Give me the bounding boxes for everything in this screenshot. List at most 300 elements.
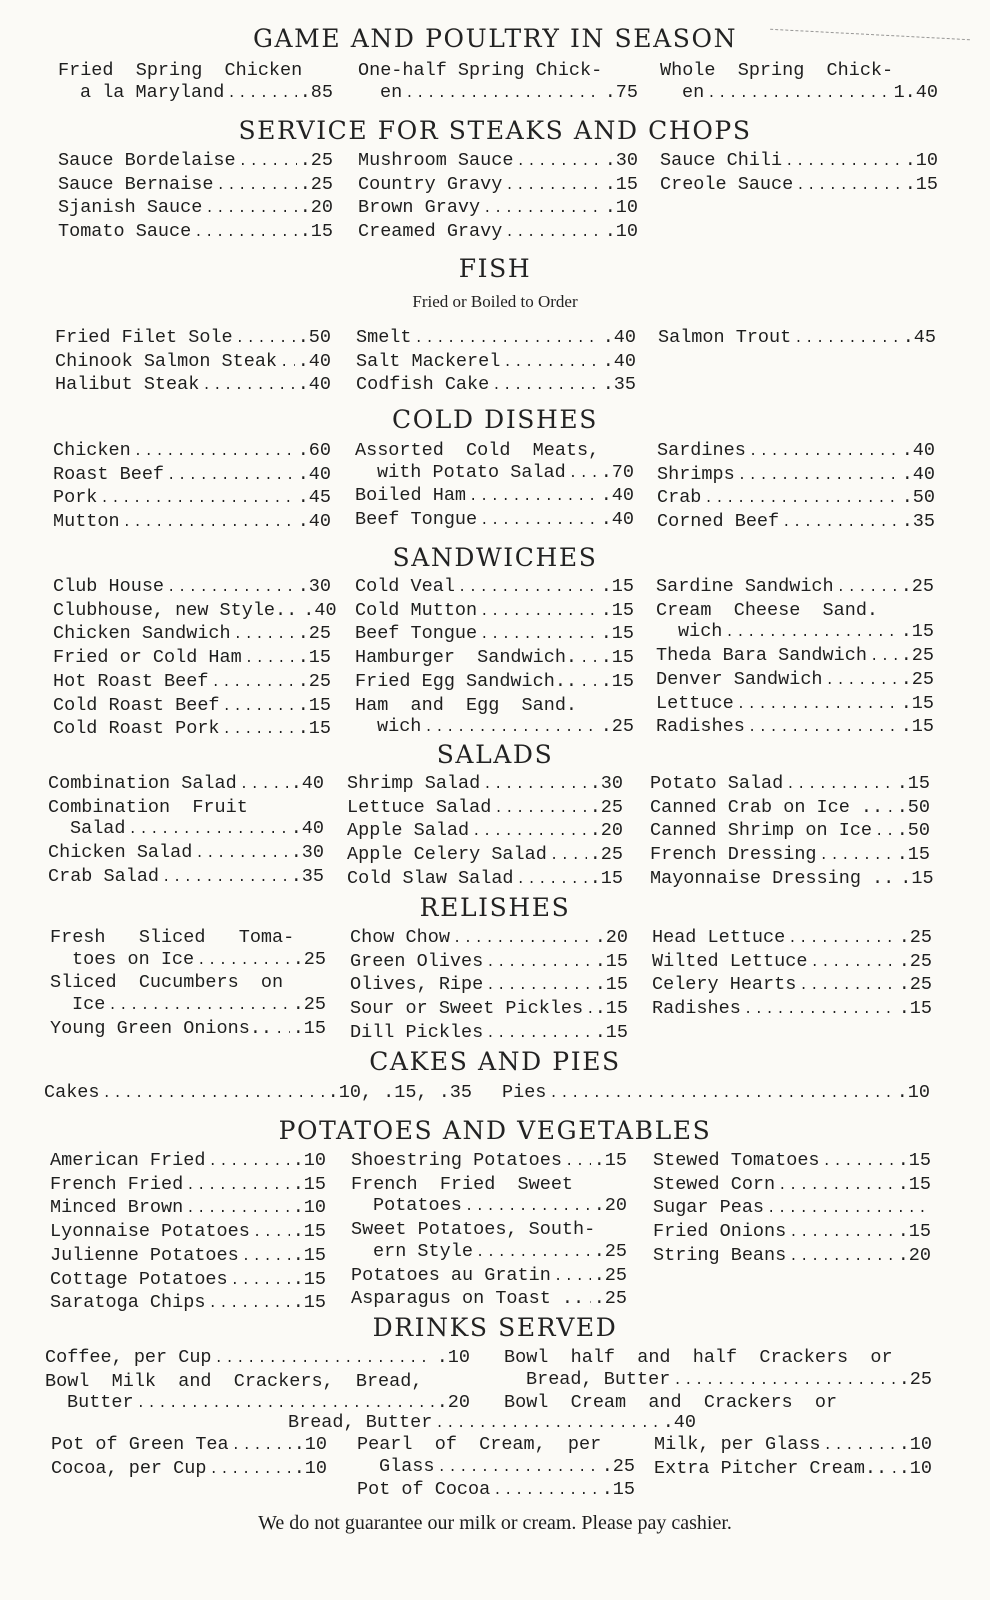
menu-item-price: .40 <box>297 350 331 372</box>
menu-item <box>50 1245 326 1269</box>
menu-item-price: .25 <box>593 1264 627 1286</box>
menu-item-price: .25 <box>593 1288 627 1310</box>
menu-item-price: .40 <box>602 350 636 372</box>
menu-item <box>355 716 634 740</box>
menu-item-price: .40 <box>290 773 324 794</box>
leader-dots <box>886 797 894 821</box>
leader-dots <box>749 440 899 464</box>
menu-column <box>50 1150 326 1316</box>
menu-item-price: .20 <box>589 820 623 842</box>
menu-item <box>347 844 623 868</box>
menu-item-name: Radishes <box>656 716 745 738</box>
leader-dots <box>704 487 898 511</box>
menu-item <box>50 949 326 973</box>
menu-item-name: wich <box>377 716 422 738</box>
menu-item-price: .45 <box>297 487 331 509</box>
menu-item-price: .15 <box>896 773 930 794</box>
menu-item-price: .40 <box>290 818 324 840</box>
menu-item <box>50 1221 326 1245</box>
menu-item-name: Mutton <box>53 511 120 533</box>
leader-dots <box>580 671 598 695</box>
menu-item-name: Pot of Green Tea <box>51 1434 229 1455</box>
menu-item-price: .25 <box>900 576 934 597</box>
leader-dots <box>875 820 894 844</box>
leader-dots <box>100 487 294 511</box>
leader-dots <box>280 351 295 375</box>
menu-item-name: Potato Salad <box>650 773 784 794</box>
menu-item-name: String Beans <box>653 1244 787 1266</box>
menu-item-name: Club House <box>53 576 165 597</box>
menu-column <box>658 327 936 351</box>
leader-dots <box>480 623 598 647</box>
menu-item <box>45 1347 470 1371</box>
menu-item-price: .25 <box>900 645 934 667</box>
section-title-game: GAME AND POULTRY IN SEASON <box>252 24 738 53</box>
menu-item-name: Salt Mackerel <box>356 350 501 372</box>
menu-column <box>50 927 326 1042</box>
menu-item <box>58 150 333 174</box>
menu-item <box>355 440 634 462</box>
menu-item-name: Canned Crab on Ice .. <box>650 796 884 818</box>
menu-item-name: Sauce Bordelaise <box>58 150 236 171</box>
leader-dots <box>240 773 288 797</box>
leader-dots <box>103 1082 325 1106</box>
menu-item <box>53 599 337 624</box>
menu-item-name: Head Lettuce <box>652 927 786 948</box>
leader-dots <box>738 464 899 488</box>
leader-dots <box>824 1434 896 1458</box>
menu-item-price: .15 <box>594 950 628 972</box>
menu-item-name: Bread, Butter <box>288 1412 433 1433</box>
menu-item-name: Fried Onions <box>653 1221 787 1243</box>
menu-item-price: .15 <box>297 694 331 716</box>
leader-dots <box>837 576 898 600</box>
menu-item <box>355 576 634 600</box>
menu-item-name: Chicken Sandwich <box>53 623 231 645</box>
menu-item-price: .35 <box>290 865 324 887</box>
menu-item-name: Shrimp Salad <box>347 773 481 794</box>
menu-item-price: .25 <box>900 668 934 690</box>
menu-item <box>650 773 930 797</box>
menu-item <box>50 1174 326 1198</box>
leader-dots <box>480 600 598 624</box>
menu-item <box>358 221 638 245</box>
menu-item-price: .40 <box>297 463 331 485</box>
menu-item-name: en <box>682 81 705 103</box>
menu-item-name: Ham and Egg Sand. <box>355 694 578 716</box>
menu-item-price: .15 <box>900 621 934 643</box>
section-title-sandwiches: SANDWICHES <box>392 543 598 572</box>
leader-dots <box>810 951 895 975</box>
menu-item-price: .70 <box>600 461 634 483</box>
section-title-cakes: CAKES AND PIES <box>369 1047 621 1076</box>
menu-item-price: .25 <box>292 994 326 1016</box>
menu-item-price: .15 <box>900 867 934 889</box>
leader-dots <box>748 716 898 740</box>
leader-dots <box>483 773 586 797</box>
menu-item <box>53 487 331 511</box>
menu-item-name: Mushroom Sauce <box>358 150 514 171</box>
menu-item <box>347 820 623 844</box>
menu-column <box>53 576 337 742</box>
menu-item <box>355 647 634 671</box>
menu-item <box>358 82 638 106</box>
leader-dots <box>565 1150 591 1174</box>
leader-dots <box>424 716 597 740</box>
menu-item <box>657 440 935 464</box>
menu-item-name: Cold Slaw Salad <box>347 867 514 889</box>
leader-dots <box>549 1082 893 1106</box>
menu-item-price: .15 <box>594 1021 628 1043</box>
section-title-salads: SALADS <box>436 740 554 769</box>
menu-item-name: Sugar Peas <box>653 1197 765 1219</box>
menu-item-name: Tomato Sauce <box>58 221 192 243</box>
menu-item-name: Stewed Corn <box>653 1173 776 1195</box>
menu-column <box>53 440 331 535</box>
menu-item <box>350 974 628 998</box>
menu-item <box>356 351 636 375</box>
menu-item-price: .40 <box>600 485 634 507</box>
leader-dots <box>486 1022 591 1046</box>
leader-dots <box>458 576 598 600</box>
leader-dots <box>569 462 598 486</box>
menu-item-name: Brown Gravy <box>358 197 481 219</box>
menu-item <box>50 994 326 1018</box>
menu-item-name: Sweet Potatoes, South- <box>351 1219 596 1241</box>
menu-item-name: Cottage Potatoes <box>50 1268 228 1290</box>
menu-item-name: Potatoes <box>373 1195 462 1217</box>
menu-column <box>351 1150 627 1312</box>
menu-item <box>53 440 331 464</box>
menu-item-name: Sauce Bernaise <box>58 173 214 195</box>
menu-item <box>657 511 935 535</box>
menu-item-price: .15 <box>897 1150 931 1171</box>
menu-item-price: .40 <box>602 327 636 348</box>
menu-item-name: Lettuce Salad <box>347 796 492 818</box>
leader-dots <box>232 1434 291 1458</box>
menu-item <box>355 600 634 624</box>
menu-item <box>656 600 934 622</box>
menu-item-price: .15 <box>896 844 930 866</box>
leader-dots <box>503 351 599 375</box>
leader-dots <box>234 623 295 647</box>
leader-dots <box>516 150 601 174</box>
menu-item-name: Crab <box>657 487 702 509</box>
menu-item <box>358 174 638 198</box>
menu-item <box>347 797 623 821</box>
menu-item-name: Ice <box>72 994 106 1016</box>
menu-column <box>355 576 634 740</box>
menu-item-price: .20 <box>897 1244 931 1266</box>
section-title-relishes: RELISHES <box>419 893 571 922</box>
menu-item-name: Sardine Sandwich <box>656 576 834 597</box>
menu-item <box>355 462 634 486</box>
menu-item-price: .15 <box>600 647 634 669</box>
menu-item <box>48 818 324 842</box>
menu-item-name: Glass <box>379 1455 435 1477</box>
leader-dots <box>129 818 288 842</box>
leader-dots <box>253 1221 290 1245</box>
menu-column <box>44 1082 472 1106</box>
menu-item <box>53 718 331 742</box>
menu-item-name: Combination Fruit <box>48 796 248 818</box>
menu-item-price: .15 <box>292 1292 326 1314</box>
menu-item <box>355 671 634 695</box>
menu-item-price: .75 <box>604 81 638 103</box>
leader-dots <box>586 998 592 1022</box>
menu-item <box>53 671 331 695</box>
leader-dots <box>890 1458 896 1482</box>
menu-item-name: Beef Tongue <box>355 509 478 531</box>
leader-dots <box>823 1150 895 1174</box>
menu-item-name: en <box>380 81 403 103</box>
menu-item-price: .15 <box>600 670 634 692</box>
menu-item-price: .10 <box>293 1434 327 1455</box>
menu-item-name: Whole Spring Chick- <box>660 60 894 81</box>
menu-item <box>48 842 324 866</box>
menu-item <box>656 693 934 717</box>
menu-item <box>654 1434 932 1458</box>
leader-dots <box>205 197 296 221</box>
menu-item <box>656 716 934 740</box>
menu-item <box>355 509 634 533</box>
menu-item-name: Cold Roast Pork <box>53 718 220 740</box>
menu-item-name: Hamburger Sandwich. <box>355 647 578 669</box>
menu-item-price: .15 <box>897 1173 931 1195</box>
menu-item-name: Corned Beef <box>657 511 780 533</box>
menu-item <box>351 1241 627 1265</box>
leader-dots <box>469 485 598 509</box>
leader-dots <box>465 1195 591 1219</box>
menu-item-name: Fried or Cold Ham <box>53 647 242 669</box>
menu-item <box>55 327 331 351</box>
menu-item <box>58 174 333 198</box>
menu-column <box>656 576 934 740</box>
menu-item-price: .15 <box>900 692 934 714</box>
menu-item <box>350 951 628 975</box>
menu-item-name: Pot of Cocoa <box>357 1479 491 1501</box>
leader-dots <box>239 150 297 174</box>
leader-dots <box>673 1369 895 1393</box>
leader-dots <box>505 174 601 198</box>
leader-dots <box>796 174 901 198</box>
menu-item-price: .25 <box>299 150 333 171</box>
menu-item-price: .10 <box>896 1082 930 1103</box>
section-title-cold: COLD DISHES <box>391 405 599 434</box>
menu-item-price: .35 <box>901 511 935 533</box>
menu-item <box>657 487 935 511</box>
menu-column <box>502 1082 930 1106</box>
leader-dots <box>794 327 899 351</box>
menu-item-name: Beef Tongue <box>355 623 478 645</box>
menu-item-price: .50 <box>901 487 935 509</box>
menu-item-price: .10 <box>292 1197 326 1219</box>
menu-item-name: Asparagus on Toast .. <box>351 1288 585 1310</box>
menu-column <box>51 1434 327 1481</box>
leader-dots <box>453 927 592 951</box>
menu-item <box>652 927 932 951</box>
menu-item <box>53 464 331 488</box>
menu-item <box>355 485 634 509</box>
menu-item <box>504 1347 932 1369</box>
menu-item <box>504 1369 932 1393</box>
leader-dots <box>517 868 587 892</box>
menu-item-name: Bread, Butter <box>526 1368 671 1390</box>
menu-item <box>355 695 634 717</box>
leader-dots <box>476 1241 591 1265</box>
menu-item <box>53 623 331 647</box>
menu-item-price: .15 <box>292 1017 326 1039</box>
menu-item-name: Combination Salad <box>48 773 237 794</box>
menu-column <box>358 60 638 105</box>
leader-dots <box>767 1197 928 1221</box>
menu-item-name: Chinook Salmon Steak <box>55 350 278 372</box>
menu-item-name: Stewed Tomatoes <box>653 1150 820 1171</box>
menu-item-price: .30 <box>290 842 324 864</box>
menu-item-name: Salmon Trout <box>658 327 792 348</box>
menu-item-price: .15 <box>904 173 938 195</box>
menu-item-name: Sardines <box>657 440 746 461</box>
menu-item <box>358 150 638 174</box>
menu-item-name: Cream Cheese Sand. <box>656 599 879 621</box>
menu-item-price: .20 <box>436 1392 470 1414</box>
menu-item-price: .15 <box>900 716 934 738</box>
menu-item-price: .40 <box>901 463 935 485</box>
menu-item <box>358 60 638 82</box>
menu-item-name: Sliced Cucumbers on <box>50 972 284 994</box>
menu-item-name: a la Maryland <box>80 81 225 103</box>
menu-item-price: .15 <box>898 998 932 1020</box>
menu-item <box>51 1434 327 1458</box>
menu-item <box>53 511 331 535</box>
menu-item-price: .45 <box>902 327 936 348</box>
menu-item-name: Codfish Cake <box>356 374 490 396</box>
menu-item-name: Pork <box>53 487 98 509</box>
menu-item <box>48 797 324 819</box>
menu-item <box>55 374 331 398</box>
menu-item <box>58 60 333 82</box>
menu-item-name: Green Olives <box>350 950 484 972</box>
leader-dots <box>744 998 896 1022</box>
menu-item-price: .40 <box>600 509 634 531</box>
leader-dots <box>493 1479 598 1503</box>
menu-item-price: .10 <box>293 1457 327 1479</box>
menu-item <box>351 1174 627 1196</box>
menu-item-name: One-half Spring Chick- <box>358 60 603 81</box>
menu-item-name: Sour or Sweet Pickles <box>350 998 584 1020</box>
menu-item-name: Coffee, per Cup <box>45 1347 212 1368</box>
menu-item-name: Cold Veal <box>355 576 455 597</box>
leader-dots <box>215 1347 434 1371</box>
leader-dots <box>737 693 898 717</box>
menu-item-name: ern Style <box>373 1240 473 1262</box>
menu-item <box>357 1479 635 1503</box>
menu-item-name: Fried Egg Sandwich.. <box>355 670 578 692</box>
menu-column <box>652 927 932 1022</box>
menu-item-price: .40 <box>297 374 331 396</box>
leader-dots <box>195 842 287 866</box>
leader-dots <box>134 440 295 464</box>
menu-item-price: .10 <box>604 221 638 243</box>
leader-dots <box>216 174 296 198</box>
menu-item-price: .15 <box>600 599 634 621</box>
menu-item-name: Bowl half and half Crackers or <box>504 1347 893 1368</box>
leader-dots <box>223 718 295 742</box>
menu-item-name: Crab Salad <box>48 865 160 887</box>
leader-dots <box>707 82 890 106</box>
leader-dots <box>435 1412 659 1436</box>
menu-item <box>288 1412 696 1436</box>
menu-column <box>288 1412 696 1436</box>
menu-item <box>650 867 934 892</box>
menu-column <box>58 60 333 105</box>
menu-item-price: .15 <box>292 1268 326 1290</box>
menu-item-price: .25 <box>299 173 333 195</box>
menu-item-price: .50 <box>297 327 331 348</box>
menu-item <box>660 150 938 174</box>
menu-item-name: with Potato Salad <box>377 461 566 483</box>
menu-item-name: French Fried <box>50 1173 184 1195</box>
menu-item-name: Radishes <box>652 998 741 1020</box>
menu-item-name: Bowl Milk and Crackers, Bread, <box>45 1370 423 1392</box>
leader-dots <box>186 1197 289 1221</box>
leader-dots <box>492 374 599 398</box>
menu-item <box>53 695 331 719</box>
leader-dots <box>494 797 586 821</box>
menu-item-price: .15 <box>292 1221 326 1243</box>
menu-column <box>653 1150 931 1269</box>
menu-item <box>53 647 331 671</box>
menu-item-name: Chicken Salad <box>48 842 193 864</box>
leader-dots <box>786 773 893 797</box>
menu-item <box>350 1022 628 1046</box>
menu-item <box>58 82 333 106</box>
menu-item-name: American Fried <box>50 1150 206 1171</box>
menu-item-price: .85 <box>299 81 333 103</box>
menu-item <box>357 1434 635 1456</box>
menu-item-name: Halibut Steak <box>55 374 200 396</box>
menu-item-name: Shrimps <box>657 463 735 485</box>
menu-item-price: .25 <box>898 950 932 972</box>
menu-item <box>351 1219 627 1241</box>
footer-note: We do not guarantee our milk or cream. Please pay cashier. <box>258 1512 732 1534</box>
menu-item-price: .25 <box>898 1368 932 1390</box>
menu-column <box>48 773 324 890</box>
menu-item <box>660 82 938 106</box>
menu-item-price: .25 <box>600 716 634 738</box>
leader-dots <box>789 1221 894 1245</box>
leader-dots <box>483 197 602 221</box>
menu-item <box>650 797 930 821</box>
leader-dots <box>123 511 295 535</box>
menu-item-name: French Fried Sweet <box>351 1173 574 1195</box>
leader-dots <box>405 82 601 106</box>
menu-item-price: .25 <box>593 1240 627 1262</box>
leader-dots <box>778 1174 895 1198</box>
menu-item-name: Pies <box>502 1082 547 1103</box>
menu-item-price: .25 <box>589 796 623 818</box>
menu-item-name: toes on Ice <box>72 948 195 970</box>
leader-dots <box>167 464 295 488</box>
menu-column <box>654 1434 932 1481</box>
menu-item-name: Boiled Ham <box>355 485 467 507</box>
menu-item <box>660 60 938 82</box>
menu-item-name: Cakes <box>44 1082 100 1103</box>
menu-item <box>652 951 932 975</box>
leader-dots <box>275 1018 290 1042</box>
menu-item <box>351 1288 627 1312</box>
menu-column <box>660 150 938 197</box>
